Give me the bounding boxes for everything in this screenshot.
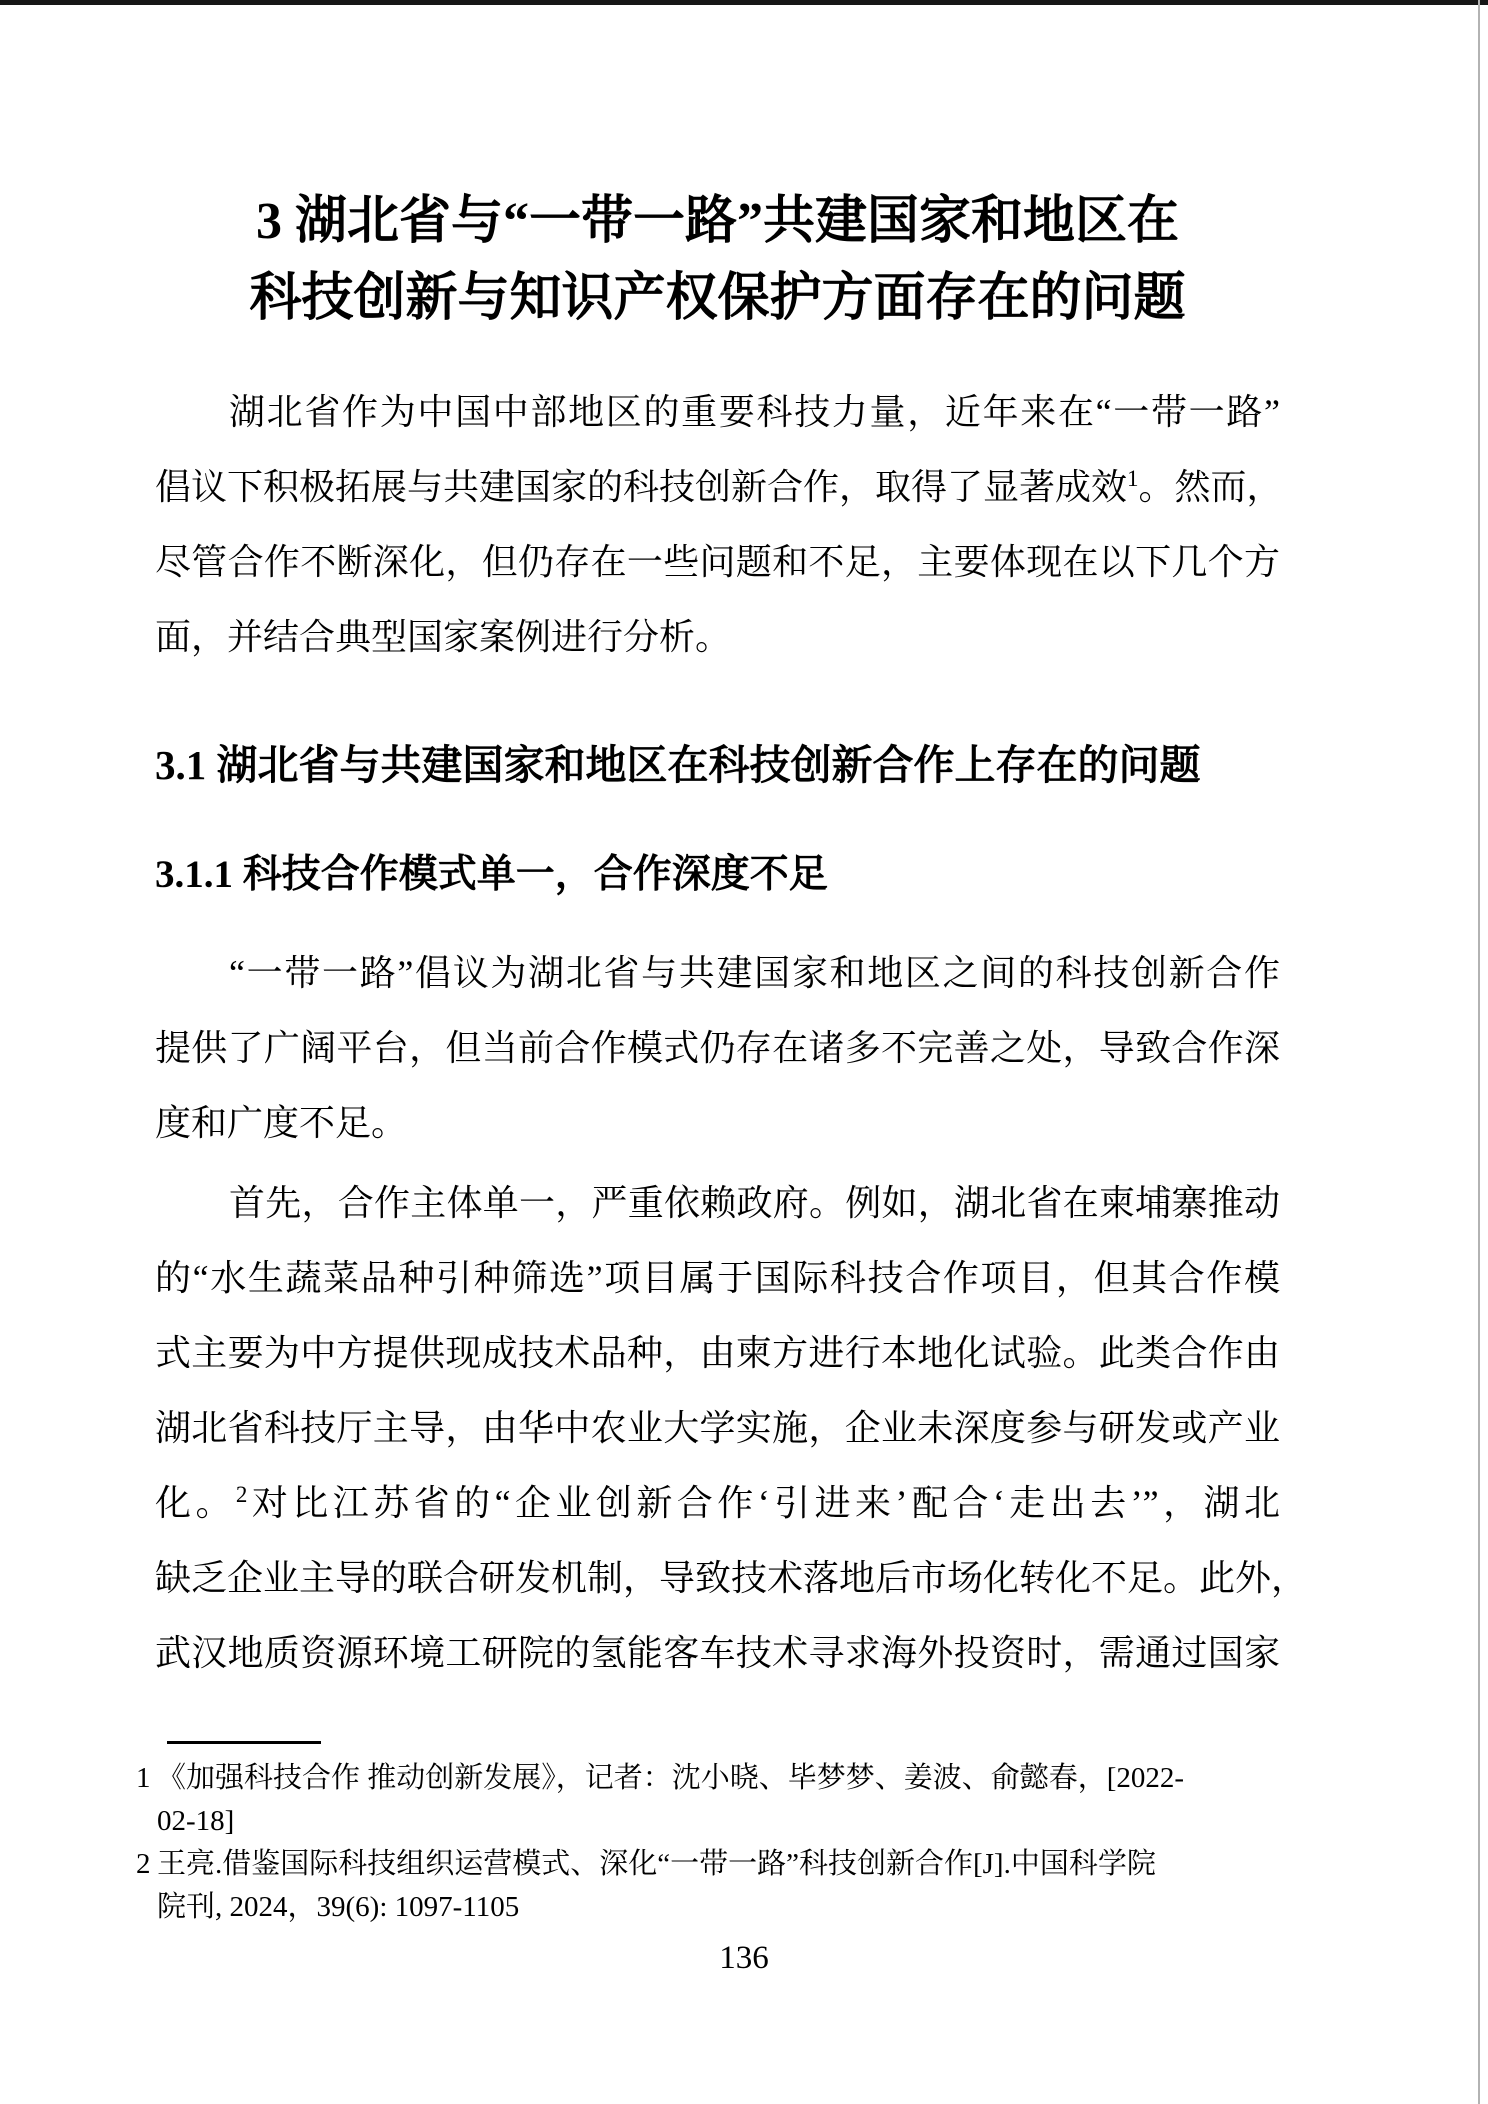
paragraph-line: 面，并结合典型国家案例进行分析。	[155, 617, 732, 657]
paragraph-cooperation-analysis	[155, 1166, 1308, 1691]
paragraph-line: 武汉地质资源环境工研院的氢能客车技术寻求海外投资时，需通过国家	[155, 1633, 1280, 1673]
footnote-line: 02-18]	[157, 1805, 235, 1837]
paragraph-intro	[155, 375, 1283, 675]
paragraph-line: 缺乏企业主导的联合研发机制，导致技术落地后市场化转化不足。此外，	[155, 1558, 1308, 1598]
footnote-1	[136, 1757, 1351, 1843]
footnote-ref-2: 2	[235, 1482, 248, 1507]
paragraph-text: 对比江苏省的“企业创新合作‘引进来’配合‘走出去’”，湖北	[247, 1483, 1280, 1523]
paragraph-line: 湖北省作为中国中部地区的重要科技力量，近年来在“一带一路”	[229, 392, 1280, 432]
footnote-ref-1: 1	[1127, 466, 1139, 491]
paragraph-line: 尽管合作不断深化，但仍存在一些问题和不足，主要体现在以下几个方	[155, 542, 1280, 582]
footnote-line: 院刊, 2024，39(6): 1097-1105	[157, 1891, 520, 1923]
paragraph-text: 化。	[155, 1483, 236, 1523]
chapter-title-line-2: 科技创新与知识产权保护方面存在的问题	[249, 270, 1186, 327]
footnote-line: 王亮.借鉴国际科技组织运营模式、深化“一带一路”科技创新合作[J].中国科学院	[157, 1848, 1156, 1880]
paragraph-line: 湖北省科技厅主导，由华中农业大学实施，企业未深度参与研发或产业	[155, 1408, 1280, 1448]
paragraph-line: 式主要为中方提供现成技术品种，由柬方进行本地化试验。此类合作由	[155, 1333, 1280, 1373]
chapter-title	[155, 183, 1280, 337]
footnote-2	[136, 1843, 1351, 1929]
footnote-separator-line	[167, 1741, 321, 1744]
chapter-title-line-1: 3 湖北省与“一带一路”共建国家和地区在	[255, 193, 1179, 250]
top-edge-bar	[0, 0, 1488, 5]
subsection-heading-3-1-1: 3.1.1 科技合作模式单一，合作深度不足	[155, 853, 828, 896]
paragraph-text: 。然而，	[1138, 467, 1283, 507]
paragraph-line: 提供了广阔平台，但当前合作模式仍存在诸多不完善之处，导致合作深	[155, 1028, 1280, 1068]
footnotes-area	[136, 1757, 1351, 1929]
right-edge-line	[1478, 0, 1480, 2104]
paragraph-line	[155, 450, 1283, 525]
paragraph-line: 的“水生蔬菜品种引种筛选”项目属于国际科技合作项目，但其合作模	[155, 1258, 1280, 1298]
paragraph-text: 倡议下积极拓展与共建国家的科技创新合作，取得了显著成效	[155, 467, 1128, 507]
footnote-line: 《加强科技合作 推动创新发展》，记者：沈小晓、毕梦梦、姜波、俞懿春，[2022-	[157, 1762, 1185, 1794]
paragraph-cooperation-platform	[155, 936, 1280, 1161]
paragraph-line: 首先，合作主体单一，严重依赖政府。例如，湖北省在柬埔寨推动	[229, 1183, 1280, 1223]
paragraph-line	[155, 1466, 1280, 1541]
paragraph-line: “一带一路”倡议为湖北省与共建国家和地区之间的科技创新合作	[229, 953, 1280, 993]
footnote-marker: 2	[136, 1848, 151, 1880]
page-number: 136	[719, 1940, 769, 1976]
section-heading-3-1: 3.1 湖北省与共建国家和地区在科技创新合作上存在的问题	[155, 742, 1201, 788]
footnote-marker: 1	[136, 1762, 151, 1794]
paragraph-line: 度和广度不足。	[155, 1103, 408, 1143]
